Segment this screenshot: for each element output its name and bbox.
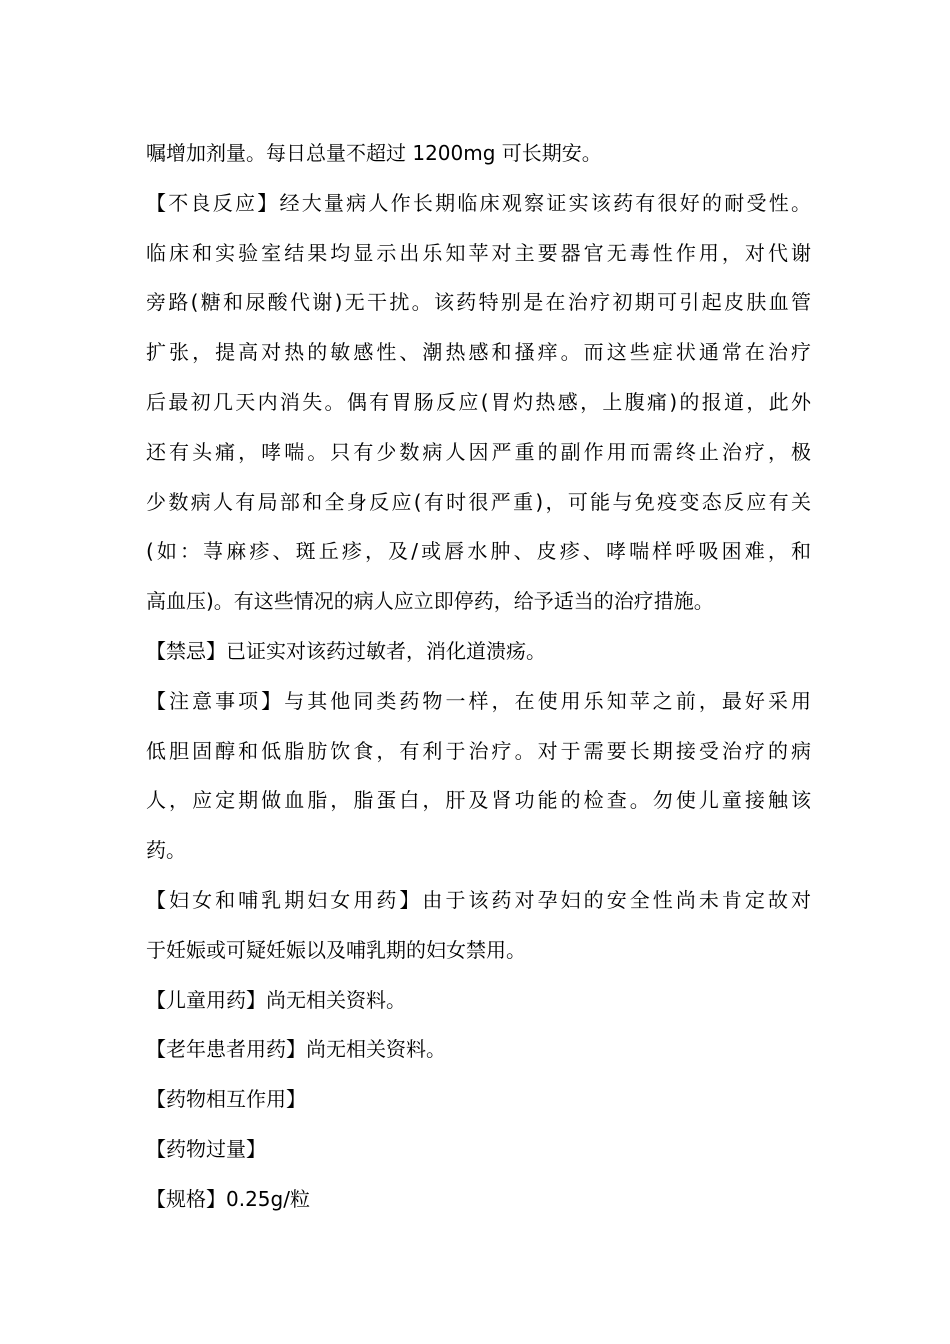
text-line: 扩张，提高对热的敏感性、潮热感和搔痒。而这些症状通常在治疗 <box>146 340 811 365</box>
text-line: 旁路(糖和尿酸代谢)无干扰。该药特别是在治疗初期可引起皮肤血管 <box>146 290 811 315</box>
text-line: 于妊娠或可疑妊娠以及哺乳期的妇女禁用。 <box>146 937 526 962</box>
text-line: 药。 <box>146 838 186 863</box>
text-line: 低胆固醇和低脂肪饮食，有利于治疗。对于需要长期接受治疗的病 <box>146 738 811 763</box>
paragraph-drug-interactions <box>146 1075 811 1125</box>
text-line: 【禁忌】已证实对该药过敏者，消化道溃疡。 <box>146 638 546 663</box>
paragraph-geriatric-use <box>146 1025 811 1075</box>
paragraph-specification <box>146 1175 811 1225</box>
text-line: 【不良反应】经大量病人作长期临床观察证实该药有很好的耐受性。 <box>146 190 811 215</box>
paragraph-pediatric-use <box>146 976 811 1026</box>
text-line: 【规格】0.25g/粒 <box>146 1186 310 1211</box>
text-line: (如：荨麻疹、斑丘疹，及/或唇水肿、皮疹、哮喘样呼吸困难，和 <box>146 539 811 564</box>
text-line: 【儿童用药】尚无相关资料。 <box>146 987 406 1012</box>
text-line: 嘱增加剂量。每日总量不超过 1200mg 可长期安。 <box>146 141 602 165</box>
text-line: 人，应定期做血脂，脂蛋白，肝及肾功能的检查。勿使儿童接触该 <box>146 788 811 813</box>
paragraph-pregnancy-lactation <box>146 876 811 976</box>
text-line: 【药物相互作用】 <box>146 1087 306 1112</box>
text-line: 后最初几天内消失。偶有胃肠反应(胃灼热感，上腹痛)的报道，此外 <box>146 389 811 414</box>
text-line: 临床和实验室结果均显示出乐知苹对主要器官无毒性作用，对代谢 <box>146 240 811 265</box>
text-line: 【老年患者用药】尚无相关资料。 <box>146 1037 446 1062</box>
paragraph-contraindications <box>146 627 811 677</box>
text-line: 【妇女和哺乳期妇女用药】由于该药对孕妇的安全性尚未肯定故对 <box>146 887 811 912</box>
text-line: 还有头痛，哮喘。只有少数病人因严重的副作用而需终止治疗，极 <box>146 439 811 464</box>
paragraph-overdose <box>146 1125 811 1175</box>
document-body <box>146 129 811 1225</box>
paragraph-dosage-continued <box>146 129 811 179</box>
text-line: 少数病人有局部和全身反应(有时很严重)，可能与免疫变态反应有关 <box>146 489 811 514</box>
text-line: 【注意事项】与其他同类药物一样，在使用乐知苹之前，最好采用 <box>146 688 811 713</box>
paragraph-precautions <box>146 677 811 876</box>
text-line: 高血压)。有这些情况的病人应立即停药，给予适当的治疗措施。 <box>146 589 714 614</box>
paragraph-adverse-reactions <box>146 179 811 627</box>
text-line: 【药物过量】 <box>146 1136 266 1161</box>
